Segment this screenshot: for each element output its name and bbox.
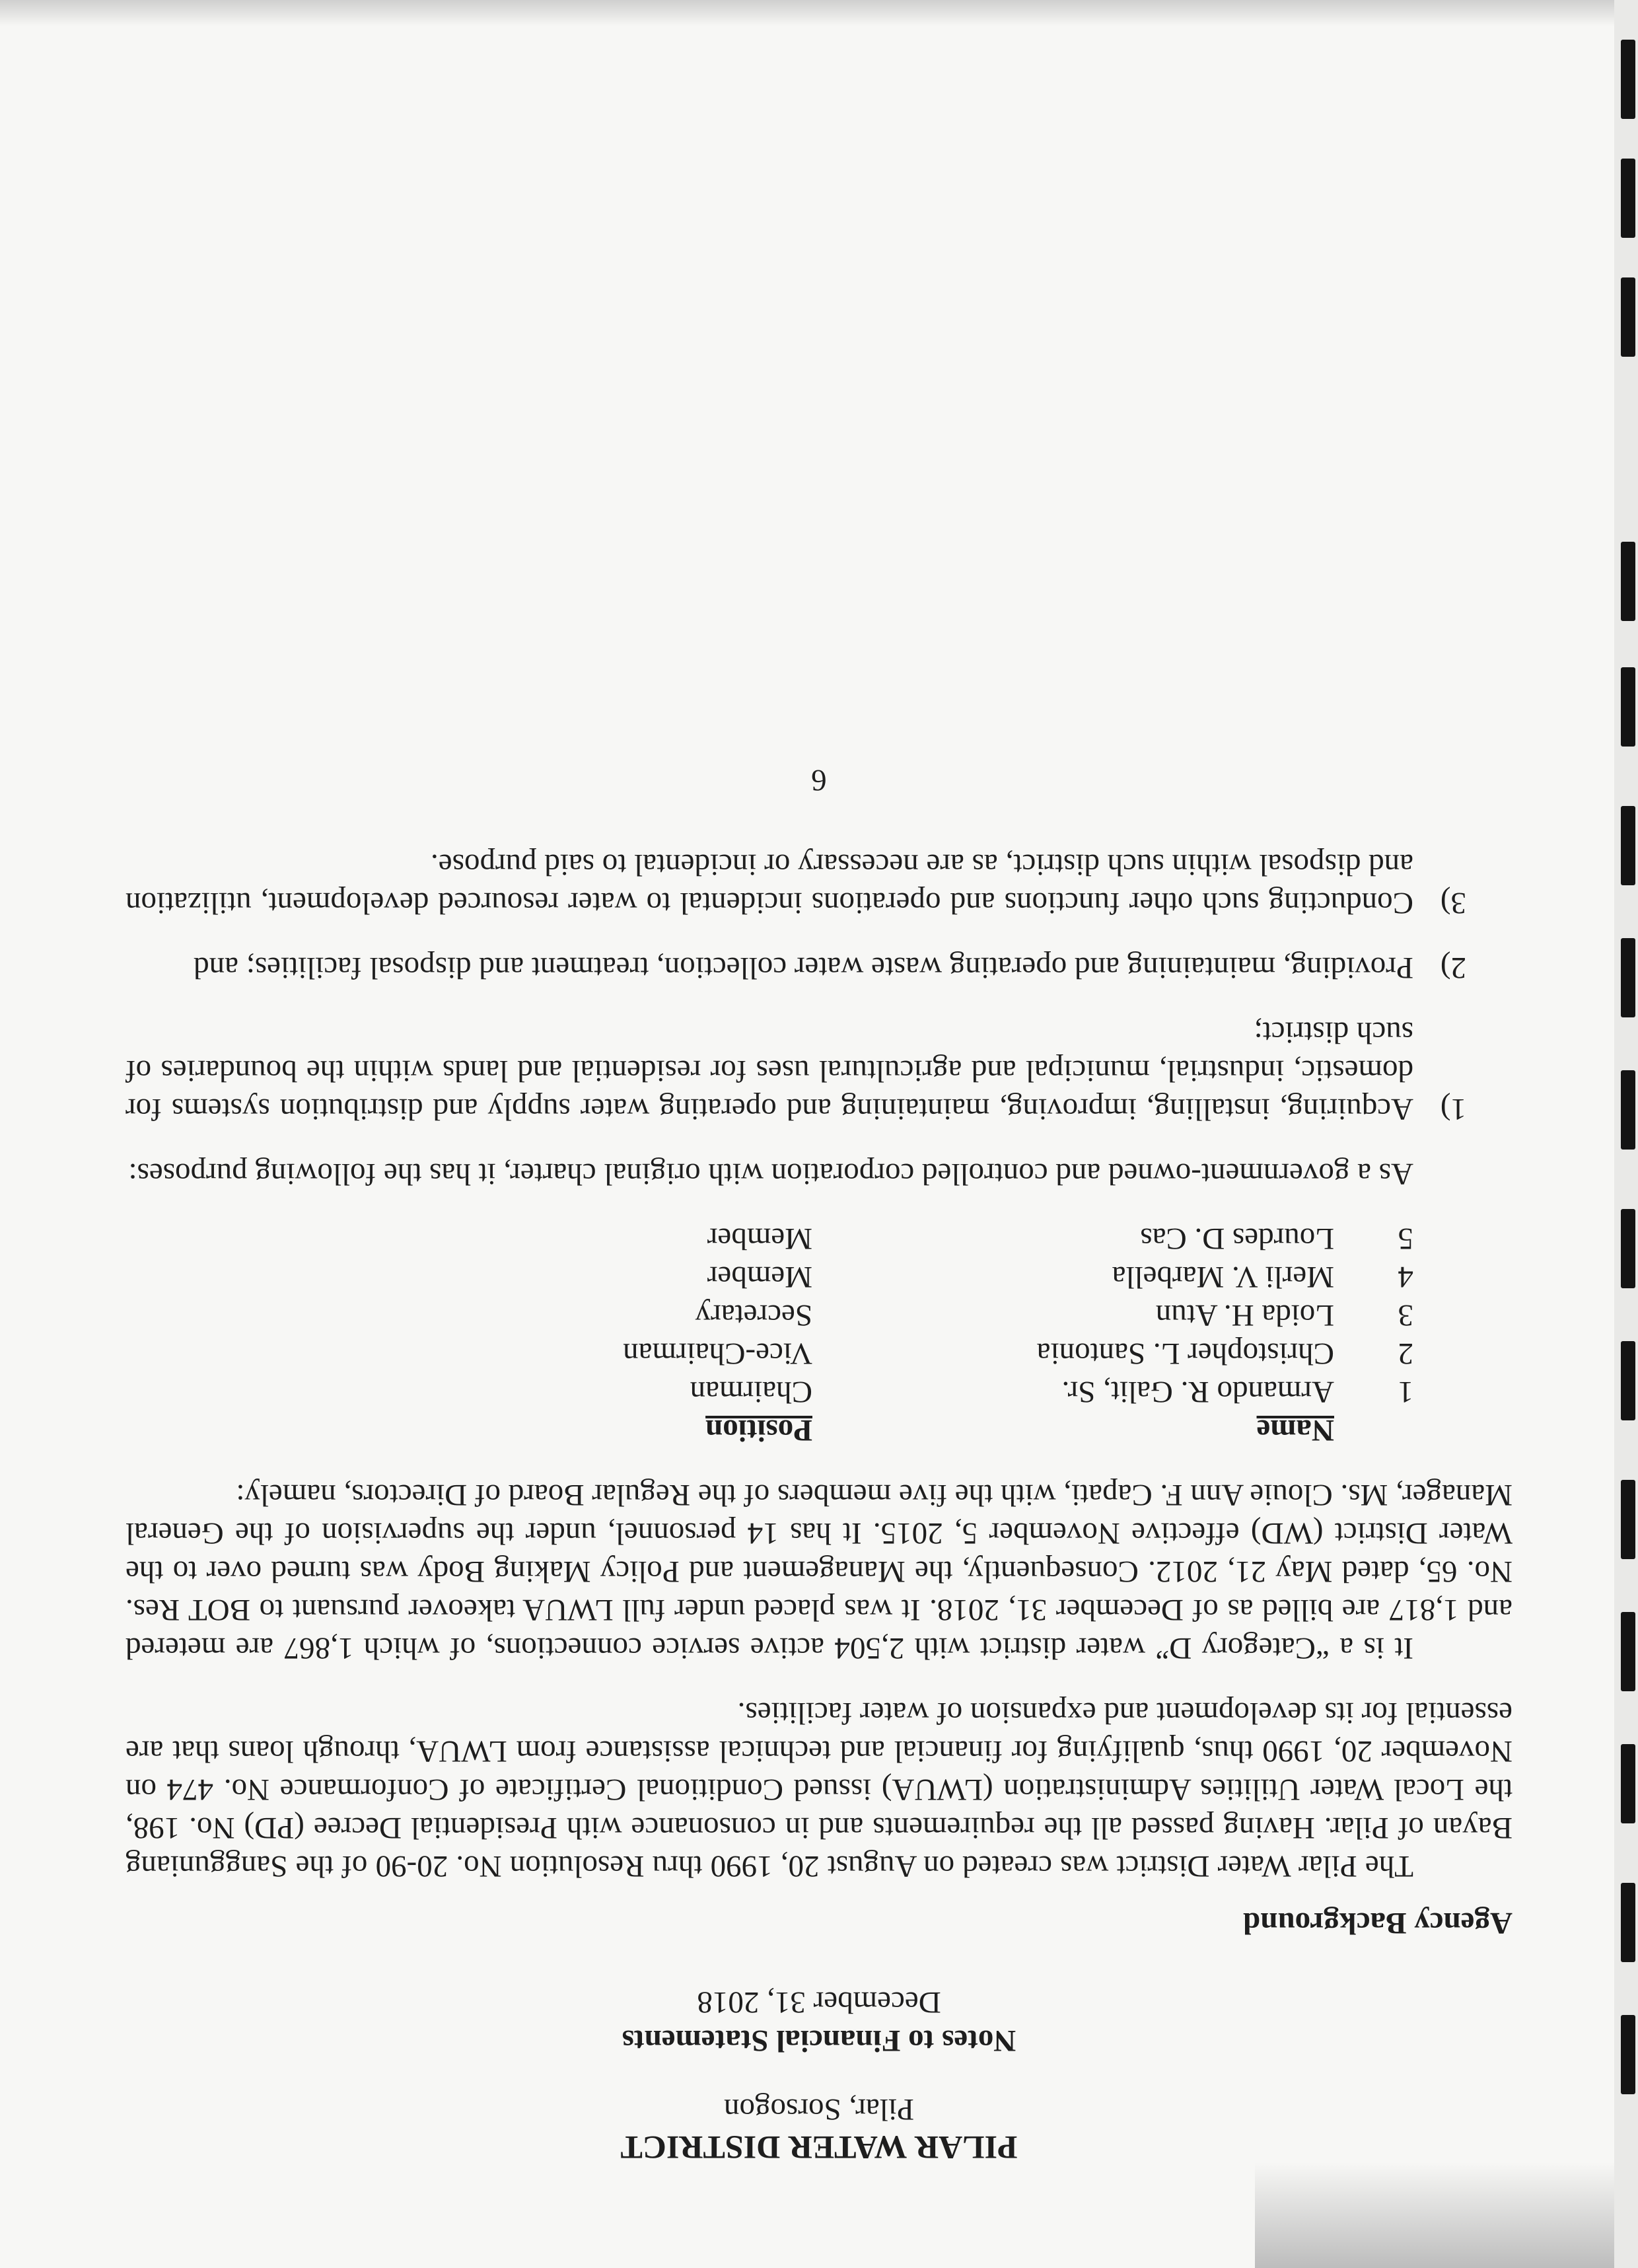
binding-hole	[1621, 1209, 1635, 1288]
paragraph-history: The Pilar Water District was created on August 20, 1990 thru Resolution No. 20-90 of the Sangguniang Bayan of Pilar. Having passed all the requirements and in consonance with Presidential Decree (PD) No. 198, the Local Water Utilities Administration (LWUA) issued Conditional Certificate of Conformance No. 474 on November 20, 1990 thus, qualifying for financial and technical assistance from LWUA, through loans that are essential for its development and expansion of water facilities.	[125, 1696, 1513, 1884]
board-row-position: Member	[707, 1260, 812, 1294]
board-table-header	[125, 1411, 1513, 1449]
binding-hole	[1621, 806, 1635, 885]
board-row	[125, 1296, 1513, 1335]
page-number: 6	[811, 763, 827, 797]
binding-hole	[1621, 2015, 1635, 2094]
document-header	[125, 1983, 1513, 2167]
board-row-number: 2	[1398, 1336, 1413, 1371]
binding-hole	[1621, 542, 1635, 621]
board-row-number: 1	[1398, 1375, 1413, 1409]
list-item	[125, 1013, 1513, 1128]
list-item-number: 1)	[1440, 1092, 1466, 1126]
board-row-name: Loida H. Atun	[1155, 1298, 1334, 1333]
binding-hole	[1621, 667, 1635, 747]
board-row-position: Secretary	[695, 1298, 812, 1333]
board-row-position: Chairman	[690, 1375, 812, 1409]
doc-title: Notes to Financial Statements	[622, 2024, 1016, 2058]
board-row-name: Lourdes D. Cas	[1140, 1222, 1334, 1256]
binding-hole	[1621, 277, 1635, 357]
board-row	[125, 1373, 1513, 1411]
list-item	[125, 846, 1513, 922]
list-item-number: 2)	[1440, 951, 1466, 985]
org-name: PILAR WATER DISTRICT	[620, 2129, 1018, 2166]
section-heading: Agency Background	[1243, 1906, 1513, 1940]
document-content	[125, 126, 1513, 2167]
board-num-header	[1334, 1411, 1513, 1449]
paragraph-purposes-intro: As a government-owned and controlled corporation with original charter, it has the following purposes:	[128, 1157, 1413, 1191]
board-name-header: Name	[1256, 1413, 1334, 1447]
board-row-position: Member	[707, 1222, 812, 1256]
board-row	[125, 1335, 1513, 1373]
binding-hole	[1621, 1612, 1635, 1691]
binding-edge	[1614, 0, 1638, 2268]
board-row-name: Merli V. Marbella	[1112, 1260, 1334, 1294]
board-row	[125, 1220, 1513, 1258]
board-row-number: 3	[1398, 1298, 1413, 1333]
list-item-number: 3)	[1440, 886, 1466, 920]
binding-hole	[1621, 1070, 1635, 1150]
doc-date: December 31, 2018	[697, 1985, 941, 2020]
binding-hole	[1621, 40, 1635, 119]
list-item	[125, 949, 1513, 987]
board-position-header: Position	[705, 1413, 812, 1447]
binding-hole	[1621, 1480, 1635, 1559]
list-item-text: Acquiring, installing, improving, maintaining and operating water supply and distribution systems for domestic, industrial, municipal and agricultural uses for residential and lands within the boundaries of such district;	[125, 1015, 1413, 1126]
binding-hole	[1621, 1744, 1635, 1823]
binding-hole	[1621, 159, 1635, 238]
binding-hole	[1621, 1341, 1635, 1420]
bottom-shadow	[1255, 2162, 1638, 2268]
top-shadow	[0, 0, 1638, 26]
list-item-text: Conducting such other functions and operations incidental to water resourced development, utilization and disposal within such district, as are necessary or incidental to said purpose.	[125, 848, 1413, 920]
board-row-number: 5	[1398, 1222, 1413, 1256]
board-row	[125, 1258, 1513, 1296]
board-row-name: Armando R. Galit, Sr.	[1061, 1375, 1334, 1409]
purposes-list	[125, 846, 1513, 1128]
list-item-text: Providing, maintaining and operating waste water collection, treatment and disposal facilities; and	[194, 951, 1413, 985]
board-row-number: 4	[1398, 1260, 1413, 1294]
board-row-position: Vice-Chairman	[623, 1336, 812, 1371]
board-of-directors-table	[125, 1220, 1513, 1449]
org-location: Pilar, Sorsogon	[724, 2092, 914, 2127]
binding-hole	[1621, 938, 1635, 1017]
board-row-name: Christopher L. Santonia	[1036, 1336, 1334, 1371]
binding-hole	[1621, 1883, 1635, 1962]
paragraph-category: It is a “Category D” water district with 2,504 active service connections, of which 1,867 are metered and 1,817 are billed as of December 31, 2018. It was placed under full LWUA takeover pursuant to BOT Res. No. 65, dated May 21, 2012. Consequently, the Management and Policy Making Body was turned over to the Water District (WD) effective November 5, 2015. It has 14 personnel, under the supervision of the General Manager, Ms. Clouie Ann F. Capati, with the five members of the Regular Board of Directors, namely:	[125, 1478, 1513, 1665]
